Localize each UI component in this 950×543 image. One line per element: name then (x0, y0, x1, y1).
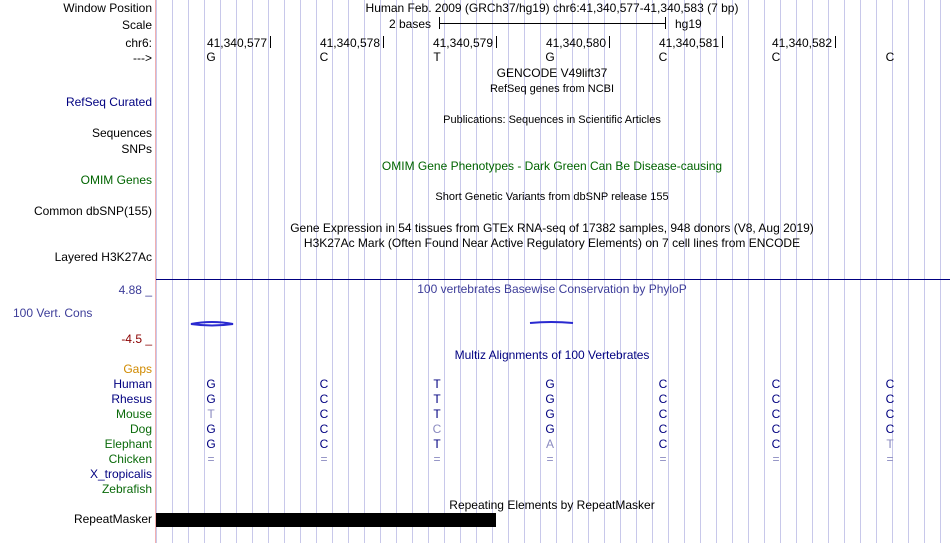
alignment-base: C (658, 377, 668, 391)
alignment-base: C (319, 377, 329, 391)
coordinate-tick-label: 41,340,578 (319, 36, 380, 50)
species-label-x_tropicalis[interactable]: X_tropicalis (89, 467, 152, 481)
alignment-base: = (207, 452, 215, 466)
window-position-value[interactable]: Human Feb. 2009 (GRCh37/hg19) chr6:41,340,577-41,340,583 (7 bp) (365, 1, 739, 15)
alignment-base: C (658, 422, 668, 436)
coordinate-tick-label: 41,340,582 (771, 36, 832, 50)
alignment-base: = (659, 452, 667, 466)
scale-assembly: hg19 (675, 17, 702, 31)
phylop-track-label[interactable]: 100 Vert. Cons (13, 306, 93, 320)
coordinate-tick-label: 41,340,581 (658, 36, 719, 50)
species-label-elephant[interactable]: Elephant (104, 437, 152, 451)
h3k27ac-track-title[interactable]: H3K27Ac Mark (Often Found Near Active Regulatory Elements) on 7 cell lines from ENCODE (303, 236, 801, 250)
species-label-rhesus[interactable]: Rhesus (111, 392, 152, 406)
alignment-base: T (433, 437, 441, 451)
alignment-base: A (545, 437, 555, 451)
alignment-base: C (771, 407, 781, 421)
alignment-base: = (886, 452, 894, 466)
alignment-base: T (433, 392, 441, 406)
species-label-human[interactable]: Human (113, 377, 152, 391)
coordinate-tick-label: 41,340,579 (432, 36, 493, 50)
alignment-base: T (433, 377, 441, 391)
alignment-base: C (771, 437, 781, 451)
sequence-base: C (319, 50, 329, 64)
omim-track-label[interactable]: OMIM Genes (80, 173, 152, 187)
coordinate-tick (722, 36, 723, 48)
gtex-track-title[interactable]: Gene Expression in 54 tissues from GTEx RNA-seq of 17382 samples, 948 donors (V8, Aug 2019) (290, 221, 814, 235)
coordinate-tick (496, 36, 497, 48)
refseq-track-title[interactable]: RefSeq genes from NCBI (489, 83, 615, 95)
coordinate-tick-label: 41,340,580 (545, 36, 606, 50)
alignment-base: C (771, 422, 781, 436)
species-label-chicken[interactable]: Chicken (108, 452, 152, 466)
alignment-base: = (772, 452, 780, 466)
snps-track-label[interactable]: SNPs (121, 142, 152, 156)
scale-label: Scale (121, 18, 152, 32)
label-divider (155, 0, 156, 543)
strand-label: ---> (133, 51, 152, 65)
coordinate-tick (609, 36, 610, 48)
alignment-base: = (433, 452, 441, 466)
sequences-track-label[interactable]: Sequences (91, 126, 152, 140)
alignment-base: G (206, 392, 216, 406)
alignment-base: C (658, 437, 668, 451)
dbsnp-track-title[interactable]: Short Genetic Variants from dbSNP release 155 (435, 191, 669, 203)
phylop-track-title[interactable]: 100 vertebrates Basewise Conservation by PhyloP (417, 282, 687, 296)
alignment-base: C (885, 392, 895, 406)
alignment-base: G (545, 392, 555, 406)
alignment-base: C (319, 407, 329, 421)
alignment-base: C (658, 392, 668, 406)
alignment-base: C (885, 422, 895, 436)
species-label-zebrafish[interactable]: Zebrafish (101, 482, 152, 496)
alignment-base: = (546, 452, 554, 466)
alignment-base: C (885, 377, 895, 391)
sequence-base: C (658, 50, 668, 64)
coordinate-tick (270, 36, 271, 48)
alignment-base: C (658, 407, 668, 421)
phylop-peak-1 (191, 322, 233, 326)
window-position-label: Window Position (63, 1, 152, 15)
repeatmasker-track-title[interactable]: Repeating Elements by RepeatMasker (449, 498, 655, 512)
scale-value: 2 bases (389, 17, 432, 31)
chrom-label: chr6: (125, 36, 152, 50)
alignment-base: G (206, 422, 216, 436)
alignment-base: C (319, 392, 329, 406)
gencode-track-title[interactable]: GENCODE V49lift37 (496, 66, 608, 80)
alignment-base: C (432, 422, 442, 436)
phylop-max-label: 4.88 _ (118, 283, 152, 297)
coordinate-tick-label: 41,340,577 (206, 36, 267, 50)
repeat-element-bar[interactable] (156, 513, 496, 527)
alignment-base: C (319, 437, 329, 451)
refseq-track-label[interactable]: RefSeq Curated (65, 95, 152, 109)
alignment-base: G (545, 407, 555, 421)
dbsnp-track-label[interactable]: Common dbSNP(155) (33, 204, 152, 218)
omim-track-title[interactable]: OMIM Gene Phenotypes - Dark Green Can Be Disease-causing (381, 159, 723, 173)
track-divider (156, 279, 950, 280)
alignment-base: G (545, 422, 555, 436)
sequence-base: G (206, 50, 216, 64)
coordinate-tick (383, 36, 384, 48)
alignment-base: C (885, 407, 895, 421)
sequence-base: C (885, 50, 895, 64)
repeatmasker-track-label[interactable]: RepeatMasker (73, 512, 152, 526)
phylop-peak-2 (530, 322, 573, 323)
sequence-base: G (545, 50, 555, 64)
alignment-base: T (207, 407, 215, 421)
multiz-track-title[interactable]: Multiz Alignments of 100 Vertebrates (454, 348, 650, 362)
phylop-wiggle (156, 315, 950, 331)
publications-track-title[interactable]: Publications: Sequences in Scientific Articles (443, 114, 661, 126)
alignment-base: C (771, 377, 781, 391)
coordinate-tick (835, 36, 836, 48)
sequence-base: C (771, 50, 781, 64)
alignment-base: C (319, 422, 329, 436)
sequence-base: T (433, 50, 441, 64)
alignment-base: T (433, 407, 441, 421)
alignment-base: C (771, 392, 781, 406)
alignment-base: G (545, 377, 555, 391)
alignment-base: G (206, 437, 216, 451)
species-label-dog[interactable]: Dog (129, 422, 152, 436)
gaps-track-label[interactable]: Gaps (123, 362, 152, 376)
phylop-min-label: -4.5 _ (121, 332, 152, 346)
alignment-base: = (320, 452, 328, 466)
alignment-base: G (206, 377, 216, 391)
alignment-base: T (886, 437, 894, 451)
h3k27ac-track-label[interactable]: Layered H3K27Ac (54, 250, 152, 264)
species-label-mouse[interactable]: Mouse (115, 407, 152, 421)
